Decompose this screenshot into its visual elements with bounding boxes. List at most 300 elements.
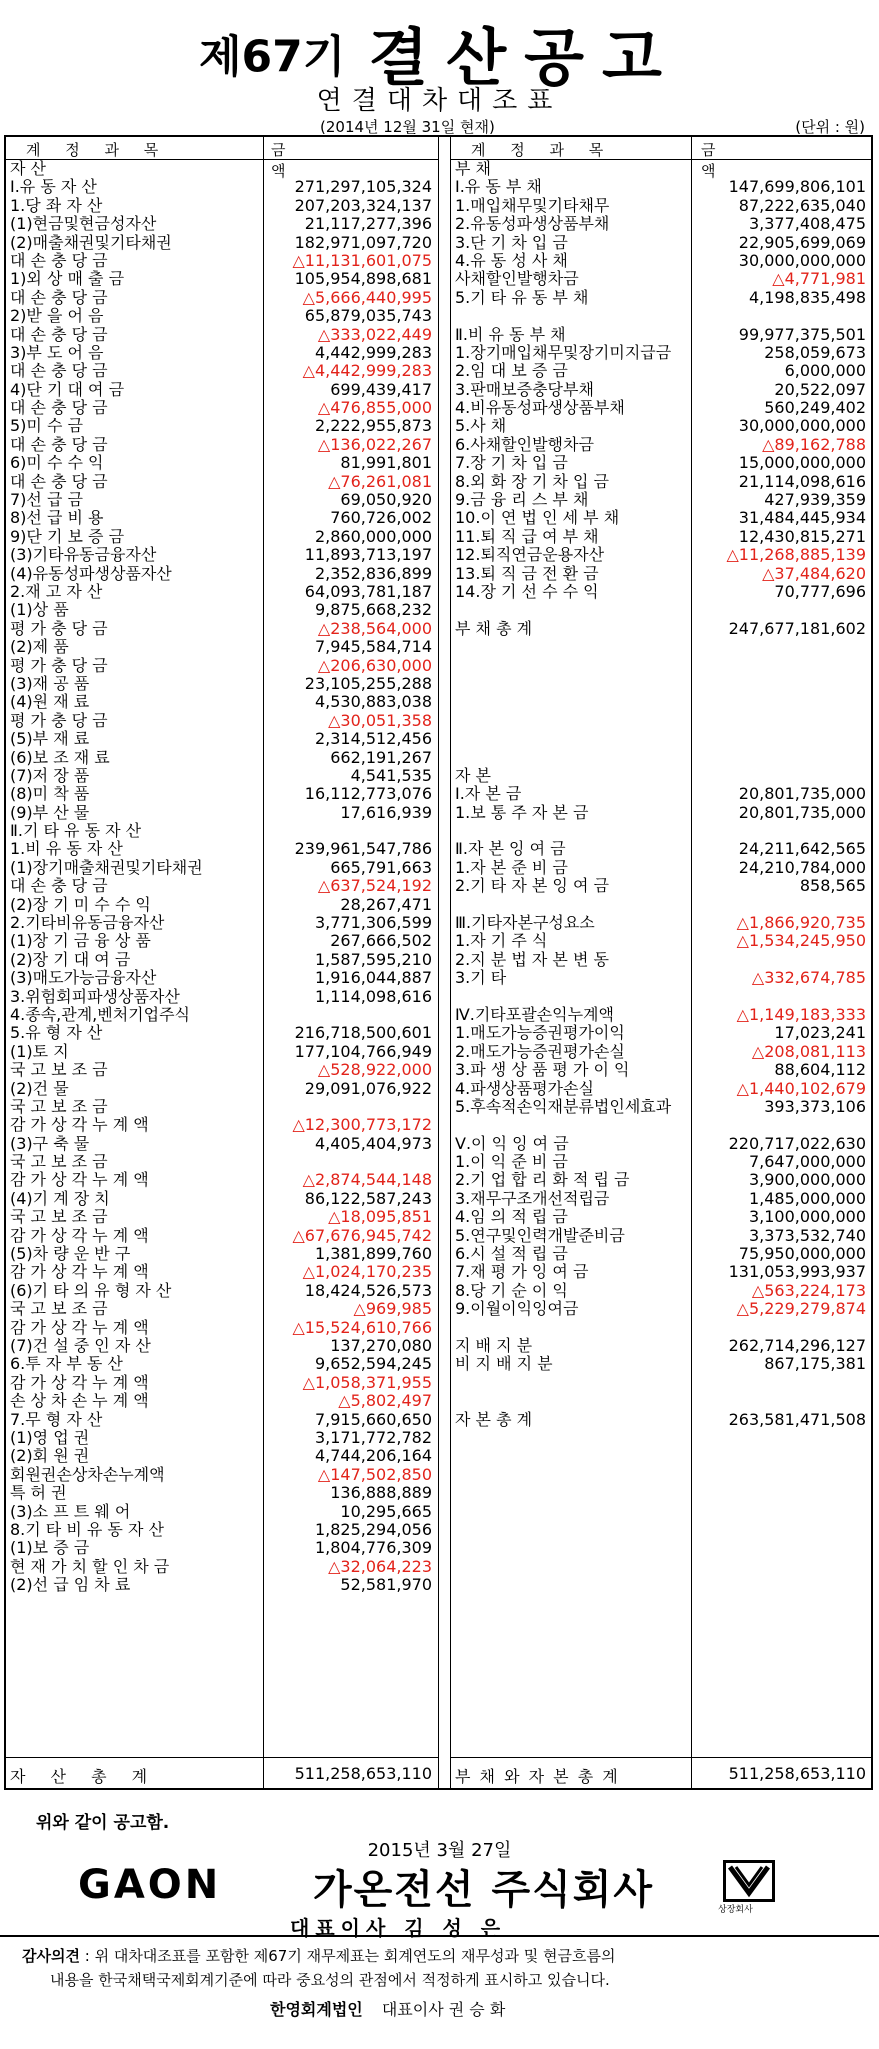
account-name: (2)제 품	[10, 638, 69, 657]
table-row	[6, 951, 438, 969]
account-amount: 24,211,642,565	[738, 839, 866, 859]
account-amount: △476,855,000	[317, 398, 432, 418]
account-amount: 7,945,584,714	[314, 637, 432, 657]
account-amount: 263,581,471,508	[728, 1409, 866, 1429]
account-name: 7.무 형 자 산	[10, 1410, 103, 1429]
table-row	[6, 1098, 438, 1116]
table-row	[451, 749, 872, 767]
account-name: (3)구 축 물	[10, 1134, 90, 1153]
table-row	[451, 1043, 872, 1061]
table-row	[451, 1080, 872, 1098]
account-name: 5.기 타 유 동 부 채	[455, 288, 589, 307]
table-row	[6, 840, 438, 858]
account-name: 3.판매보증충당부채	[455, 380, 594, 399]
table-row	[451, 601, 872, 619]
account-amount: △30,051,358	[328, 710, 432, 730]
table-row	[451, 417, 872, 435]
table-row	[451, 657, 872, 675]
account-amount: 2,314,512,456	[314, 729, 432, 749]
account-name: 1.장기매입채무및장기미지급금	[455, 343, 672, 362]
table-row	[6, 1208, 438, 1226]
table-row	[6, 1411, 438, 1429]
account-name: 2.지 분 법 자 본 변 동	[455, 950, 609, 969]
table-row	[6, 160, 438, 178]
table-row	[6, 1484, 438, 1502]
table-row	[6, 1374, 438, 1392]
account-amount: 3,771,306,599	[314, 913, 432, 933]
account-name: 2.기타비유동금융자산	[10, 914, 165, 933]
account-name: 7)선 급 금	[10, 491, 83, 510]
account-amount: 20,522,097	[774, 379, 866, 399]
account-name: Ⅰ.유 동 부 채	[455, 178, 542, 197]
audit-line-2: 내용을 한국채택국제회계기준에 따라 중요성의 관점에서 적정하게 표시하고 있습니다.	[50, 1971, 610, 1989]
acct-header: 계 정 과 목	[26, 141, 169, 159]
account-amount: 23,105,255,288	[304, 673, 432, 693]
period-label: 제67기	[199, 31, 346, 83]
account-name: (2)회 원 권	[10, 1447, 90, 1466]
table-row	[451, 344, 872, 362]
account-amount: 7,647,000,000	[748, 1152, 866, 1172]
account-name: (2)건 물	[10, 1079, 69, 1098]
account-name: 5.후속적손익재분류법인세효과	[455, 1097, 672, 1116]
account-amount: △32,064,223	[328, 1556, 432, 1576]
account-name: 6.사채할인발행차금	[455, 435, 594, 454]
account-amount: 105,954,898,681	[294, 269, 432, 289]
account-amount: △89,162,788	[762, 434, 866, 454]
account-amount: △147,502,850	[317, 1464, 432, 1484]
account-amount: △1,866,920,735	[736, 913, 866, 933]
table-row	[6, 1337, 438, 1355]
table-row	[6, 693, 438, 711]
account-name: 4.종속,관계,벤처기업주식	[10, 1005, 190, 1024]
account-amount: 15,000,000,000	[738, 453, 866, 473]
account-name: 손 상 차 손 누 계 액	[10, 1392, 149, 1411]
account-name: 감 가 상 각 누 계 액	[10, 1171, 149, 1190]
account-amount: 17,023,241	[774, 1023, 866, 1043]
table-row	[6, 712, 438, 730]
account-amount: △2,874,544,148	[302, 1170, 432, 1190]
account-amount: 4,405,404,973	[314, 1133, 432, 1153]
account-amount: △15,524,610,766	[292, 1317, 432, 1337]
account-name: 1.자 기 주 식	[455, 932, 548, 951]
liabilities-rows	[451, 160, 872, 1429]
account-name: 부 채	[455, 160, 491, 178]
account-name: 14.장 기 선 수 수 익	[455, 582, 599, 601]
account-amount: 858,565	[799, 876, 866, 896]
account-name: Ⅴ.이 익 잉 여 금	[455, 1134, 569, 1153]
account-name: 3.단 기 차 입 금	[455, 233, 568, 252]
account-name: (5)부 재 료	[10, 730, 90, 749]
account-name: (1)상 품	[10, 601, 69, 620]
account-name: (3)재 공 품	[10, 674, 90, 693]
table-row	[6, 1319, 438, 1337]
table-row	[6, 638, 438, 656]
account-name: (2)선 급 임 차 료	[10, 1576, 131, 1595]
table-row	[451, 1245, 872, 1263]
table-row	[6, 877, 438, 895]
table-row	[451, 840, 872, 858]
account-name: 특 허 권	[10, 1484, 67, 1503]
table-row	[6, 1116, 438, 1134]
table-row	[6, 1539, 438, 1557]
table-row	[6, 1006, 438, 1024]
account-amount: △37,484,620	[762, 563, 866, 583]
account-amount: 99,977,375,501	[738, 324, 866, 344]
table-row	[6, 859, 438, 877]
table-row	[6, 1466, 438, 1484]
account-name: (4)기 계 장 치	[10, 1189, 110, 1208]
account-name: Ⅰ.유 동 자 산	[10, 178, 97, 197]
account-amount: △4,771,981	[772, 269, 866, 289]
table-row	[6, 509, 438, 527]
table-row	[451, 932, 872, 950]
account-name: 4.유 동 성 사 채	[455, 251, 568, 270]
liab-total-row	[451, 1757, 872, 1788]
account-amount: 1,916,044,887	[314, 968, 432, 988]
table-row	[451, 565, 872, 583]
account-name: 7.장 기 차 입 금	[455, 454, 568, 473]
account-amount: 271,297,105,324	[294, 177, 432, 197]
assets-column	[6, 137, 439, 1788]
table-row	[6, 565, 438, 583]
table-row	[451, 528, 872, 546]
table-row	[451, 362, 872, 380]
account-amount: 12,430,815,271	[738, 526, 866, 546]
account-name: 국 고 보 조 금	[10, 1097, 108, 1116]
table-row	[451, 252, 872, 270]
account-name: 5.유 형 자 산	[10, 1024, 103, 1043]
account-name: 6)미 수 수 익	[10, 454, 104, 473]
table-row	[6, 1355, 438, 1373]
table-row	[451, 509, 872, 527]
table-row	[451, 804, 872, 822]
table-row	[451, 1208, 872, 1226]
account-amount: 70,777,696	[774, 581, 866, 601]
account-amount: 22,905,699,069	[738, 232, 866, 252]
table-row	[6, 1503, 438, 1521]
account-amount: 4,530,883,038	[314, 692, 432, 712]
account-name: 대 손 충 당 금	[10, 325, 108, 344]
account-amount: 87,222,635,040	[738, 195, 866, 215]
table-row	[451, 1263, 872, 1281]
account-amount: 1,114,098,616	[314, 986, 432, 1006]
table-row	[451, 381, 872, 399]
account-amount: 30,000,000,000	[738, 250, 866, 270]
account-name: 9)단 기 보 증 금	[10, 527, 125, 546]
account-amount: △238,564,000	[317, 618, 432, 638]
table-row	[6, 1282, 438, 1300]
table-row	[451, 1006, 872, 1024]
account-name: (2)장 기 대 여 금	[10, 950, 131, 969]
account-name: 2.기 업 합 리 화 적 립 금	[455, 1171, 630, 1190]
table-row	[451, 473, 872, 491]
table-row	[451, 1300, 872, 1318]
account-amount: 3,171,772,782	[314, 1427, 432, 1447]
account-amount: 4,744,206,164	[314, 1446, 432, 1466]
account-name: (3)매도가능금융자산	[10, 969, 157, 988]
table-row	[6, 1521, 438, 1539]
account-name: (6)기 타 의 유 형 자 산	[10, 1281, 172, 1300]
ceo-name: 대표이사 김 성 은	[290, 1916, 507, 1940]
account-amount: 262,714,296,127	[728, 1336, 866, 1355]
account-name: (3)기타유동금융자산	[10, 546, 157, 565]
account-name: 사채할인발행차금	[455, 270, 579, 289]
account-name: 2.유동성파생상품부채	[455, 215, 610, 234]
account-amount: 1,381,899,760	[314, 1244, 432, 1264]
account-amount: △1,149,183,333	[736, 1004, 866, 1024]
account-name: 대 손 충 당 금	[10, 362, 108, 381]
total-label: 자 산 총 계	[10, 1767, 158, 1786]
table-row	[451, 1024, 872, 1042]
table-row	[451, 1098, 872, 1116]
account-amount: 1,587,595,210	[314, 949, 432, 969]
table-row	[6, 1043, 438, 1061]
table-row	[6, 1576, 438, 1594]
table-row	[451, 454, 872, 472]
account-name: 1)외 상 매 출 금	[10, 270, 125, 289]
account-amount: 21,114,098,616	[738, 471, 866, 491]
table-row	[451, 583, 872, 601]
account-name: 감 가 상 각 누 계 액	[10, 1226, 149, 1245]
account-amount: 21,117,277,396	[304, 214, 432, 234]
account-name: 평 가 충 당 금	[10, 619, 108, 638]
table-row	[451, 307, 872, 325]
account-name: 6.시 설 적 립 금	[455, 1245, 568, 1264]
account-amount: △11,131,601,075	[292, 250, 432, 270]
account-amount: 4,541,535	[350, 765, 432, 785]
account-name: (7)저 장 품	[10, 766, 90, 785]
account-name: 13.퇴 직 금 전 환 금	[455, 564, 599, 583]
table-row	[6, 1227, 438, 1245]
auditor-firm: 한영회계법인	[270, 2000, 363, 2019]
table-row	[451, 326, 872, 344]
table-row	[6, 1429, 438, 1447]
listed-company-seal-icon	[723, 1860, 775, 1902]
account-amount: 81,991,801	[340, 453, 432, 473]
account-name: 평 가 충 당 금	[10, 656, 108, 675]
table-row	[6, 675, 438, 693]
table-row	[6, 1263, 438, 1281]
table-row	[6, 197, 438, 215]
table-row	[6, 657, 438, 675]
table-row	[451, 234, 872, 252]
table-row	[6, 601, 438, 619]
account-amount: △333,022,449	[317, 324, 432, 344]
account-amount: 699,439,417	[330, 379, 432, 399]
main-title: 결산공고	[368, 21, 680, 94]
table-row	[6, 1061, 438, 1079]
account-amount: 11,893,713,197	[304, 545, 432, 565]
account-amount: 88,604,112	[774, 1060, 866, 1080]
table-row	[451, 1374, 872, 1392]
company-block	[78, 1858, 798, 1915]
account-amount: △1,440,102,679	[736, 1078, 866, 1098]
account-name: 국 고 보 조 금	[10, 1061, 108, 1080]
account-amount: 3,377,408,475	[748, 214, 866, 234]
table-row	[451, 1061, 872, 1079]
account-name: 2)받 을 어 음	[10, 307, 104, 326]
table-row	[6, 307, 438, 325]
table-row	[451, 877, 872, 895]
table-row	[451, 767, 872, 785]
table-row	[6, 399, 438, 417]
table-row	[451, 546, 872, 564]
table-row	[451, 1337, 872, 1355]
table-row	[451, 730, 872, 748]
account-amount: 31,484,445,934	[738, 508, 866, 528]
account-name: (1)토 지	[10, 1042, 69, 1061]
table-row	[6, 988, 438, 1006]
table-row	[451, 1319, 872, 1337]
account-name: (8)미 착 품	[10, 785, 90, 804]
account-amount: 75,950,000,000	[738, 1244, 866, 1264]
table-row	[6, 785, 438, 803]
account-amount: 137,270,080	[330, 1336, 432, 1355]
table-row	[6, 1190, 438, 1208]
account-name: 5.연구및인력개발준비금	[455, 1226, 625, 1245]
account-amount: 2,860,000,000	[314, 526, 432, 546]
unit-label: (단위 : 원)	[795, 118, 865, 136]
account-name: 자 본 총 계	[455, 1410, 533, 1429]
account-amount: 267,666,502	[330, 931, 432, 951]
account-name: (2)장 기 미 수 수 익	[10, 895, 151, 914]
table-row	[6, 767, 438, 785]
account-amount: △1,024,170,235	[302, 1262, 432, 1282]
account-amount: 18,424,526,573	[304, 1280, 432, 1300]
audit-opinion	[0, 1935, 879, 2049]
account-amount: △1,058,371,955	[302, 1372, 432, 1392]
account-name: (4)원 재 료	[10, 693, 90, 712]
account-amount: 69,050,920	[340, 490, 432, 510]
total-amount: 511,258,653,110	[728, 1764, 866, 1783]
account-name: 4.파생상품평가손실	[455, 1079, 594, 1098]
table-row	[451, 951, 872, 969]
table-row	[451, 197, 872, 215]
account-amount: 239,961,547,786	[294, 839, 432, 859]
table-row	[6, 1392, 438, 1410]
table-row	[6, 473, 438, 491]
account-name: 대 손 충 당 금	[10, 877, 108, 896]
publish-date: 2015년 3월 27일	[367, 1840, 512, 1861]
table-row	[451, 1116, 872, 1134]
table-row	[451, 1135, 872, 1153]
table-row	[6, 1300, 438, 1318]
account-amount: 247,677,181,602	[728, 618, 866, 638]
table-row	[451, 1153, 872, 1171]
audit-label: 감사의견	[22, 1947, 80, 1965]
table-row	[6, 178, 438, 196]
table-row	[6, 546, 438, 564]
account-name: 3.파 생 상 품 평 가 이 익	[455, 1061, 630, 1080]
account-amount: 1,825,294,056	[314, 1519, 432, 1539]
account-name: 국 고 보 조 금	[10, 1153, 108, 1172]
amount-header: 금 액	[701, 141, 776, 180]
table-row	[451, 1282, 872, 1300]
account-name: 3.위험회피파생상품자산	[10, 987, 180, 1006]
account-amount: △528,922,000	[317, 1060, 432, 1080]
account-amount: 760,726,002	[330, 508, 432, 528]
account-name: 1.비 유 동 자 산	[10, 840, 123, 859]
account-name: (1)장기매출채권및기타채권	[10, 858, 203, 877]
account-amount: 427,939,359	[764, 490, 866, 510]
account-name: 2.재 고 자 산	[10, 582, 103, 601]
account-name: 부 채 총 계	[455, 619, 533, 638]
account-name: 9.이월이익잉여금	[455, 1300, 579, 1319]
table-row	[6, 381, 438, 399]
table-row	[451, 1392, 872, 1410]
account-amount: △206,630,000	[317, 655, 432, 675]
account-name: 1.당 좌 자 산	[10, 196, 103, 215]
account-amount: 216,718,500,601	[294, 1023, 432, 1043]
table-row	[451, 914, 872, 932]
account-amount: 24,210,784,000	[738, 857, 866, 877]
account-amount: 3,100,000,000	[748, 1207, 866, 1227]
account-amount: 867,175,381	[764, 1354, 866, 1374]
account-amount: △5,666,440,995	[302, 287, 432, 307]
table-row	[451, 859, 872, 877]
account-name: 1.보 통 주 자 본 금	[455, 803, 589, 822]
table-row	[6, 491, 438, 509]
account-name: 평 가 충 당 금	[10, 711, 108, 730]
account-amount: 2,222,955,873	[314, 416, 432, 436]
account-name: 6.투 자 부 동 산	[10, 1355, 123, 1374]
amount-header: 금 액	[271, 141, 346, 180]
table-row	[451, 969, 872, 987]
account-name: 감 가 상 각 누 계 액	[10, 1116, 149, 1135]
account-name: 1.매도가능증권평가이익	[455, 1024, 625, 1043]
table-row	[451, 436, 872, 454]
account-name: (1)보 증 금	[10, 1539, 90, 1558]
account-name: 자 본	[455, 766, 491, 785]
notice-text: 위와 같이 공고함.	[36, 1813, 170, 1833]
account-name: 8.당 기 순 이 익	[455, 1281, 568, 1300]
gaon-logo: GAON	[78, 1862, 222, 1908]
account-name: 4)단 기 대 여 금	[10, 380, 125, 399]
account-amount: 16,112,773,076	[304, 784, 432, 804]
table-row	[6, 1153, 438, 1171]
account-amount: 9,875,668,232	[314, 600, 432, 620]
account-name: 대 손 충 당 금	[10, 472, 108, 491]
table-row	[6, 969, 438, 987]
account-name: 7.재 평 가 잉 여 금	[455, 1263, 589, 1282]
audit-line-1: : 위 대차대조표를 포함한 제67기 재무제표는 회계연도의 재무성과 및 현금흐름의	[84, 1947, 616, 1965]
table-row	[451, 399, 872, 417]
account-amount: 64,093,781,187	[304, 581, 432, 601]
account-amount: △5,802,497	[338, 1391, 432, 1411]
account-amount: 10,295,665	[340, 1501, 432, 1521]
statement-title: 연결대차대조표	[316, 86, 563, 116]
account-name: (1)현금및현금성자산	[10, 215, 157, 234]
account-amount: 9,652,594,245	[314, 1354, 432, 1374]
account-name: 3.기 타	[455, 969, 507, 988]
account-amount: 20,801,735,000	[738, 802, 866, 822]
table-row	[451, 1171, 872, 1189]
account-amount: 2,352,836,899	[314, 563, 432, 583]
table-row	[451, 270, 872, 288]
account-name: (7)건 설 중 인 자 산	[10, 1337, 151, 1355]
account-name: Ⅰ.자 본 금	[455, 785, 522, 804]
account-amount: △208,081,113	[751, 1041, 866, 1061]
account-amount: 665,791,663	[330, 857, 432, 877]
table-row	[451, 896, 872, 914]
liabilities-column	[450, 137, 872, 1788]
account-amount: 147,699,806,101	[728, 177, 866, 197]
account-amount: 393,373,106	[764, 1096, 866, 1116]
account-amount: 7,915,660,650	[314, 1409, 432, 1429]
account-name: 국 고 보 조 금	[10, 1300, 108, 1319]
table-row	[6, 234, 438, 252]
table-row	[6, 289, 438, 307]
